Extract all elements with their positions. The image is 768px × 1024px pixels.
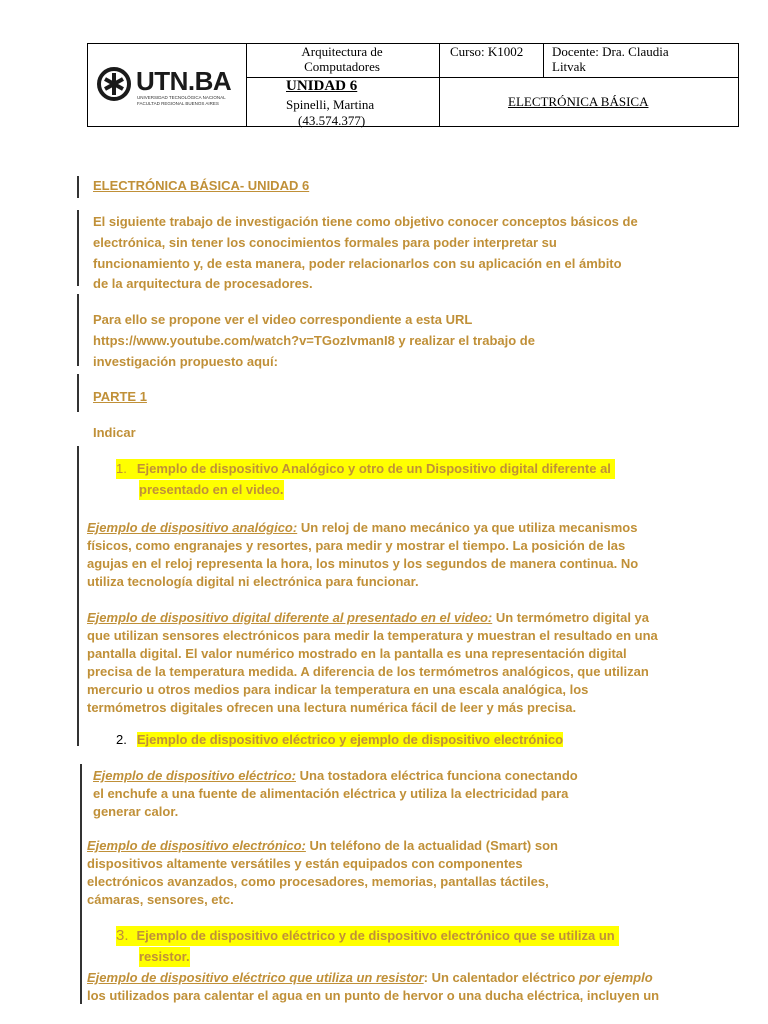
answer-line: [93, 766, 578, 786]
question-1-cont: presentado en el video.: [139, 480, 284, 500]
course-cell: Curso: K1002: [450, 44, 524, 59]
answer-label: Ejemplo de dispositivo analógico:: [87, 520, 298, 535]
question-number: 2.: [116, 732, 127, 747]
answer-line: generar calor.: [93, 804, 179, 819]
answer-line: [87, 968, 653, 988]
subject-cell: [246, 44, 438, 74]
margin-bar: [77, 446, 79, 746]
question-3: [116, 926, 619, 946]
intro-line: de la arquitectura de procesadores.: [93, 276, 313, 291]
student-id: (43.574.377): [298, 113, 366, 128]
answer-line: [87, 836, 558, 856]
unit-title: UNIDAD 6: [286, 78, 358, 94]
divider: [543, 44, 544, 77]
answer-text: : Un calentador eléctrico: [423, 970, 579, 985]
logo-text: UTN.BA: [136, 66, 232, 96]
answer-line: agujas en el reloj representa la hora, los minutos y los segundos de manera continua. No: [87, 556, 639, 571]
answer-line: pantalla digital. El valor numérico mostrado en la pantalla es una representación digital: [87, 646, 627, 661]
answer-line: termómetros digitales ofrecen una lectura numérica fácil de leer y más precisa.: [87, 700, 577, 715]
utn-logo: [96, 64, 236, 108]
question-number: 3.: [116, 927, 129, 944]
question-3-cont: resistor.: [139, 947, 190, 967]
margin-bar: [77, 176, 79, 198]
question-text: Ejemplo de dispositivo Analógico y otro de un Dispositivo digital diferente al: [136, 461, 611, 476]
subject-line: Arquitectura de: [301, 44, 383, 59]
student-name: Spinelli, Martina: [286, 97, 375, 112]
intro-line: funcionamiento y, de esta manera, poder relacionarlos con su aplicación en el ámbito: [93, 256, 622, 271]
margin-bar: [80, 764, 82, 1004]
answer-label: Ejemplo de dispositivo electrónico:: [87, 838, 306, 853]
answer-line: mercurio u otros medios para indicar la temperatura en una escala analógica, los: [87, 682, 589, 697]
answer-line: electrónicos avanzados, como procesadores, memorias, pantallas táctiles,: [87, 874, 549, 889]
logo-subtitle: FACULTAD REGIONAL BUENOS AIRES: [137, 101, 219, 106]
answer-text: por ejemplo: [578, 970, 653, 985]
margin-bar: [77, 210, 79, 286]
intro-line: El siguiente trabajo de investigación tiene como objetivo conocer conceptos básicos de: [93, 214, 638, 229]
question-1: [116, 459, 615, 479]
answer-line: el enchufe a una fuente de alimentación eléctrica y utiliza la electricidad para: [93, 786, 569, 801]
answer-line: [87, 608, 649, 628]
answer-line: que utilizan sensores electrónicos para medir la temperatura y muestran el resultado en una: [87, 628, 658, 643]
logo-subtitle: UNIVERSIDAD TECNOLÓGICA NACIONAL: [137, 95, 226, 100]
answer-line: utiliza tecnología digital ni electrónica para funcionar.: [87, 574, 419, 589]
answer-text: Un reloj de mano mecánico ya que utiliza mecanismos: [297, 520, 638, 535]
question-text: Ejemplo de dispositivo eléctrico y de dispositivo electrónico que se utiliza un: [136, 928, 615, 943]
teacher-line: Litvak: [552, 59, 586, 74]
teacher-line: Docente: Dra. Claudia: [552, 44, 669, 59]
answer-line: dispositivos altamente versátiles y están equipados con componentes: [87, 856, 523, 871]
question-2: [116, 730, 563, 750]
divider: [439, 44, 440, 126]
answer-line: cámaras, sensores, etc.: [87, 892, 234, 907]
question-number: 1.: [116, 461, 127, 476]
doc-title: ELECTRÓNICA BÁSICA- UNIDAD 6: [93, 178, 310, 193]
answer-label: Ejemplo de dispositivo eléctrico que utiliza un resistor: [87, 970, 424, 985]
topic-cell: ELECTRÓNICA BÁSICA: [508, 94, 649, 109]
part-heading: PARTE 1: [93, 389, 147, 404]
answer-label: Ejemplo de dispositivo digital diferente al presentado en el video:: [87, 610, 493, 625]
video-line: Para ello se propone ver el video correspondiente a esta URL: [93, 312, 473, 327]
answer-text: Un teléfono de la actualidad (Smart) son: [305, 838, 558, 853]
answer-line: precisa de la temperatura medida. A diferencia de los termómetros analógicos, que utilizan: [87, 664, 649, 679]
answer-line: físicos, como engranajes y resortes, para medir y mostrar el tiempo. La posición de las: [87, 538, 626, 553]
answer-text: Una tostadora eléctrica funciona conectando: [296, 768, 578, 783]
video-line: https://www.youtube.com/watch?v=TGozIvmanI8 y realizar el trabajo de: [93, 333, 535, 348]
video-line: investigación propuesto aquí:: [93, 354, 278, 369]
answer-line: los utilizados para calentar el agua en un punto de hervor o una ducha eléctrica, incluyen un: [87, 988, 660, 1003]
margin-bar: [77, 294, 79, 366]
teacher-cell: [552, 44, 732, 74]
utn-emblem-icon: [96, 66, 132, 102]
answer-text: Un termómetro digital ya: [492, 610, 649, 625]
intro-line: electrónica, sin tener los conocimientos formales para poder interpretar su: [93, 235, 557, 250]
subject-line: Computadores: [304, 59, 380, 74]
question-text: Ejemplo de dispositivo eléctrico y ejemplo de dispositivo electrónico: [136, 732, 564, 747]
answer-line: [87, 518, 637, 538]
indicate-label: Indicar: [93, 425, 136, 440]
answer-label: Ejemplo de dispositivo eléctrico:: [93, 768, 296, 783]
margin-bar: [77, 374, 79, 412]
